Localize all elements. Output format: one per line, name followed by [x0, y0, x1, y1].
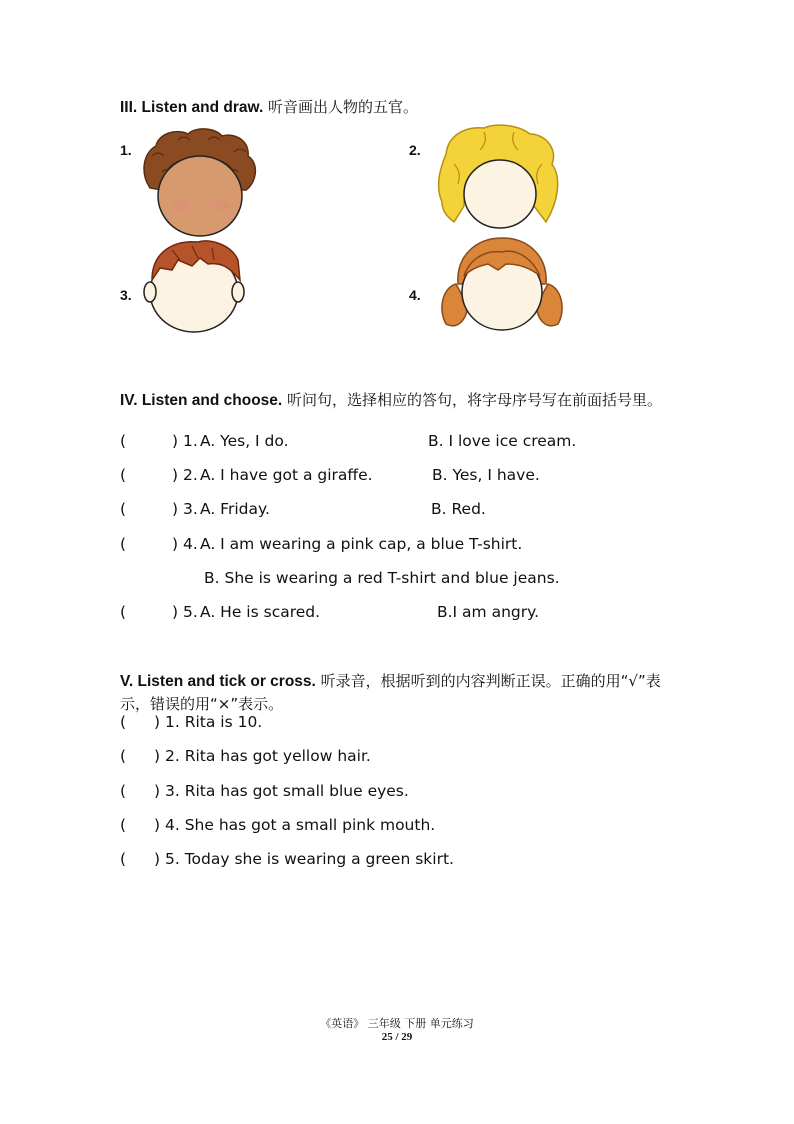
option-a: A. Friday. — [200, 500, 270, 518]
question-row-4-option-b — [120, 569, 560, 605]
statement-text: ) 3. Rita has got small blue eyes. — [154, 782, 409, 800]
statement-text: ) 1. Rita is 10. — [154, 713, 263, 731]
statement-row-5 — [120, 850, 454, 904]
section-5-label: V. Listen and tick or cross. — [120, 673, 316, 690]
statement-text: ) 2. Rita has got yellow hair. — [154, 747, 371, 765]
item-number-4: 4. — [409, 287, 421, 303]
statement-text: ) 5. Today she is wearing a green skirt. — [154, 850, 454, 868]
item-number-2: 2. — [409, 142, 421, 158]
item-number-3: 3. — [120, 287, 132, 303]
question-number: ) 5. — [172, 603, 198, 621]
face-short-red-hair — [142, 240, 247, 335]
answer-blank-open[interactable]: ( — [120, 535, 127, 553]
answer-blank-open[interactable]: ( — [120, 466, 127, 484]
option-a: A. He is scared. — [200, 603, 321, 621]
option-b: B. Red. — [431, 500, 486, 518]
section-4-instruction: 听问句，选择相应的答句，将字母序号写在前面括号里。 — [287, 391, 663, 409]
face-curly-brown-hair — [138, 128, 263, 238]
footer-book-title: 《英语》 三年级 下册 单元练习 — [320, 1017, 474, 1030]
answer-blank-open[interactable]: ( — [120, 850, 127, 868]
answer-blank-open[interactable]: ( — [120, 432, 127, 450]
statement-text: ) 4. She has got a small pink mouth. — [154, 816, 436, 834]
section-5-heading — [120, 670, 680, 715]
option-b: B. She is wearing a red T-shirt and blue jeans. — [204, 569, 560, 587]
face-blonde-hair — [434, 124, 564, 232]
section-4-heading — [120, 389, 680, 412]
option-a: A. I am wearing a pink cap, a blue T-shirt. — [200, 535, 523, 553]
option-a: A. I have got a giraffe. — [200, 466, 373, 484]
answer-blank-open[interactable]: ( — [120, 782, 127, 800]
section-3-label: III. Listen and draw. — [120, 99, 264, 116]
answer-blank-open[interactable]: ( — [120, 816, 127, 834]
question-number: ) 1. — [172, 432, 198, 450]
section-5-instruction: 听录音，根据听到的内容判断正误。正确的用“√”表示，错误的用“×”表示。 — [120, 672, 661, 713]
option-b: B. Yes, I have. — [432, 466, 540, 484]
option-b: B. I love ice cream. — [428, 432, 577, 450]
face-orange-pigtails — [436, 234, 568, 334]
question-number: ) 2. — [172, 466, 198, 484]
answer-blank-open[interactable]: ( — [120, 713, 127, 731]
page-number: 25 / 29 — [381, 1031, 413, 1043]
option-a: A. Yes, I do. — [200, 432, 289, 450]
section-3-instruction: 听音画出人物的五官。 — [268, 98, 419, 116]
item-number-1: 1. — [120, 142, 132, 158]
answer-blank-open[interactable]: ( — [120, 747, 127, 765]
section-4-label: IV. Listen and choose. — [120, 392, 283, 409]
answer-blank-open[interactable]: ( — [120, 500, 127, 518]
option-b: B.I am angry. — [437, 603, 540, 621]
question-number: ) 4. — [172, 535, 198, 553]
question-number: ) 3. — [172, 500, 198, 518]
section-3-heading — [120, 96, 680, 119]
answer-blank-open[interactable]: ( — [120, 603, 127, 621]
